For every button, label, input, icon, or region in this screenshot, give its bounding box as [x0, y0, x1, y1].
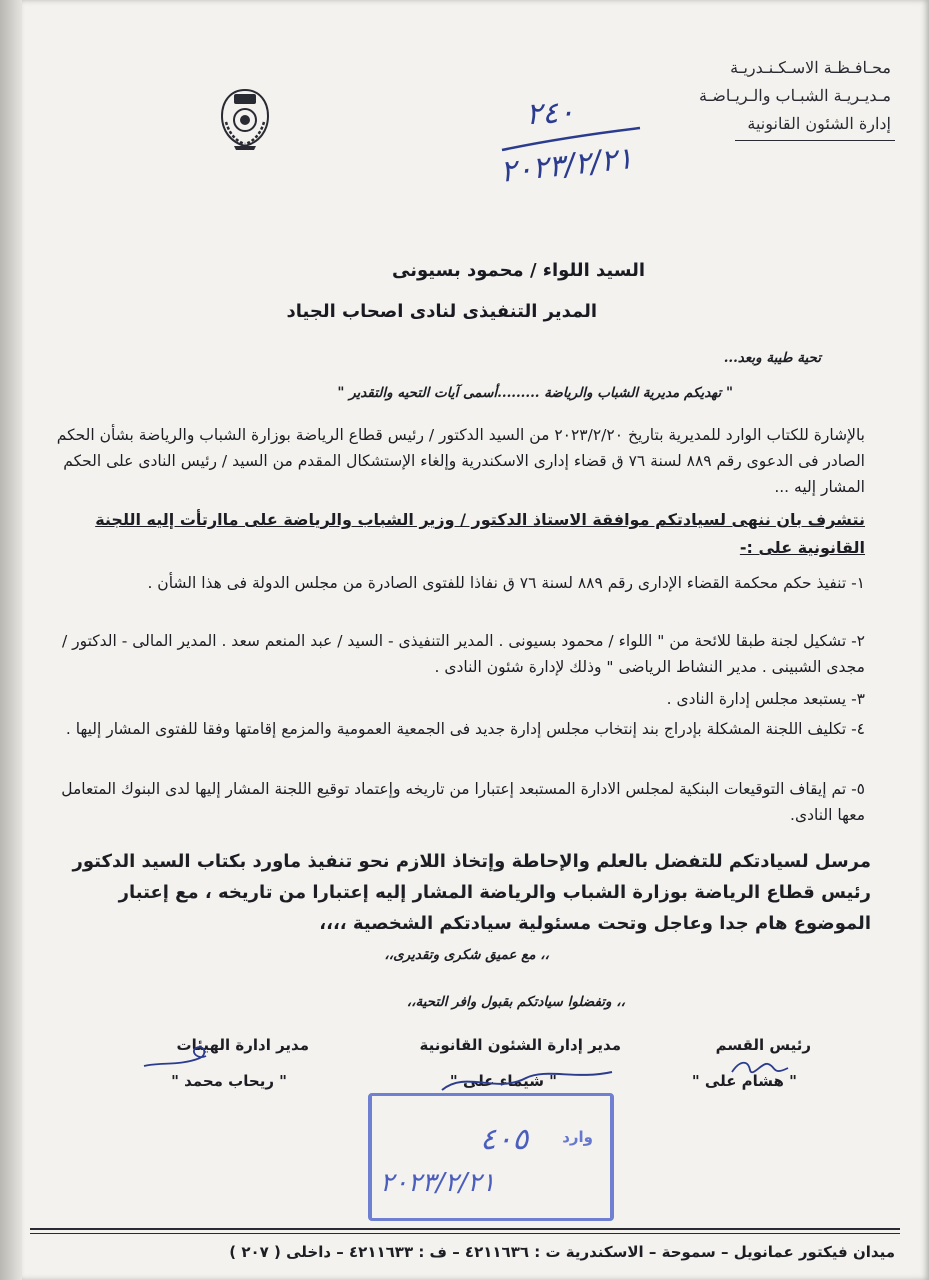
signature-scribble-bodies-manager [140, 1036, 210, 1072]
page-edge [0, 0, 22, 1280]
footer-rule-bottom [30, 1233, 900, 1234]
addressee-name: السيد اللواء / محمود بسيونى [392, 260, 645, 281]
signature-title-legal-manager: مدير إدارة الشئون القانونية [419, 1036, 621, 1054]
greeting: تحية طيبة وبعد... [723, 350, 821, 366]
stamp-date: ٢٠٢٣/٢/٢١ [380, 1168, 496, 1198]
item-1: ١- تنفيذ حكم محكمة القضاء الإدارى رقم ٨٨٩ لسنة ٧٦ ق نفاذا للفتوى الصادرة من مجلس الدولة فى هذا الشأن . [147, 574, 865, 592]
approval-notice: نتشرف بان ننهى لسيادتكم موافقة الاستاذ الدكتور / وزير الشباب والرياضة على ماارتأت إليه اللجنة القانونية على :- [95, 510, 865, 557]
letterhead-department: إدارة الشئون القانونية [747, 114, 891, 133]
signature-name-section-head: " هشام على " [691, 1072, 797, 1090]
footer-rule-top [30, 1228, 900, 1230]
item-4: ٤- تكليف اللجنة المشكلة بإدراج بند إنتخاب مجلس إدارة جديد فى الجمعية العمومية والمزمع إقامتها وفقا للفتوى المشار إليها . [65, 720, 865, 738]
letterhead-governorate: محـافـظـة الاسـكـنـدريـة [730, 58, 891, 77]
footer-address: ميدان فيكتور عمانويل – سموحة – الاسكندرية ت : ٤٢١١٦٣٦ – ف : ٤٢١١٦٣٣ – داخلى ( ٢٠٧ ) [229, 1243, 895, 1261]
signature-title-bodies-manager: مدير ادارة الهيئات [176, 1036, 309, 1054]
handwritten-ref-number: ٢٤٠ [525, 94, 576, 133]
signature-name-legal-manager: " شيماء على " [449, 1072, 557, 1090]
emblem-icon [216, 86, 274, 152]
regards-line: ،، وتفضلوا سيادتكم بقبول وافر التحية،، [406, 994, 625, 1010]
salutation: " تهديكم مديرية الشباب والرياضة .........أسمى آيات التحيه والتقدير " [337, 385, 733, 401]
incoming-stamp-frame [368, 1093, 614, 1221]
item-5: ٥- تم إيقاف التوقيعات البنكية لمجلس الادارة المستبعد إعتبارا من تاريخه وإعتماد توقيع اللجنة المشار إليها لدى البنوك المتعامل معها النادى. [61, 780, 865, 824]
intro-paragraph: بالإشارة للكتاب الوارد للمديرية بتاريخ ٢٠٢٣/٢/٢٠ من السيد الدكتور / رئيس قطاع الرياضة بوزارة الشباب والرياضة بشأن الحكم الصادر فى الدعوى رقم ٨٨٩ لسنة ٧٦ ق قضاء إدارى الاسكندرية وإلغاء الإستشكال المقدم من السيد / رئيس النادى على الحكم المشار إليه ... [56, 426, 865, 496]
stamp-number: ٤٠٥ [480, 1122, 529, 1157]
letterhead-underline [735, 140, 895, 141]
addressee-title: المدير التنفيذى لنادى اصحاب الجياد [286, 301, 597, 322]
signature-name-bodies-manager: " ريحاب محمد " [171, 1072, 287, 1090]
thanks-line: ،، مع عميق شكرى وتقديرى،، [384, 947, 549, 963]
stamp-label: وارد [562, 1128, 593, 1146]
closing-paragraph: مرسل لسيادتكم للتفضل بالعلم والإحاطة وإتخاذ اللازم نحو تنفيذ ماورد بكتاب السيد الدكتور رئيس قطاع الرياضة بوزارة الشباب والرياضة المشار إليه إعتبارا من تاريخه ، مع إعتبار الموضوع هام جدا وعاجل وتحت مسئولية سيادتكم الشخصية ،،،، [72, 851, 871, 934]
letterhead-directorate: مـديـريـة الشبـاب والـريـاضـة [699, 86, 891, 105]
signature-scribble-section-head [728, 1054, 798, 1080]
handwritten-ref-date: ٢٠٢٣/٢/٢١ [498, 141, 635, 190]
item-3: ٣- يستبعد مجلس إدارة النادى . [666, 690, 865, 708]
item-2: ٢- تشكيل لجنة طبقا للائحة من " اللواء / محمود بسيونى . المدير التنفيذى - السيد / عبد المنعم سعد . المدير المالى - الدكتور / مجدى الشبينى . مدير النشاط الرياضى " وذلك لإدارة شئون النادى . [61, 632, 865, 676]
signature-title-section-head: رئيس القسم [715, 1036, 811, 1054]
